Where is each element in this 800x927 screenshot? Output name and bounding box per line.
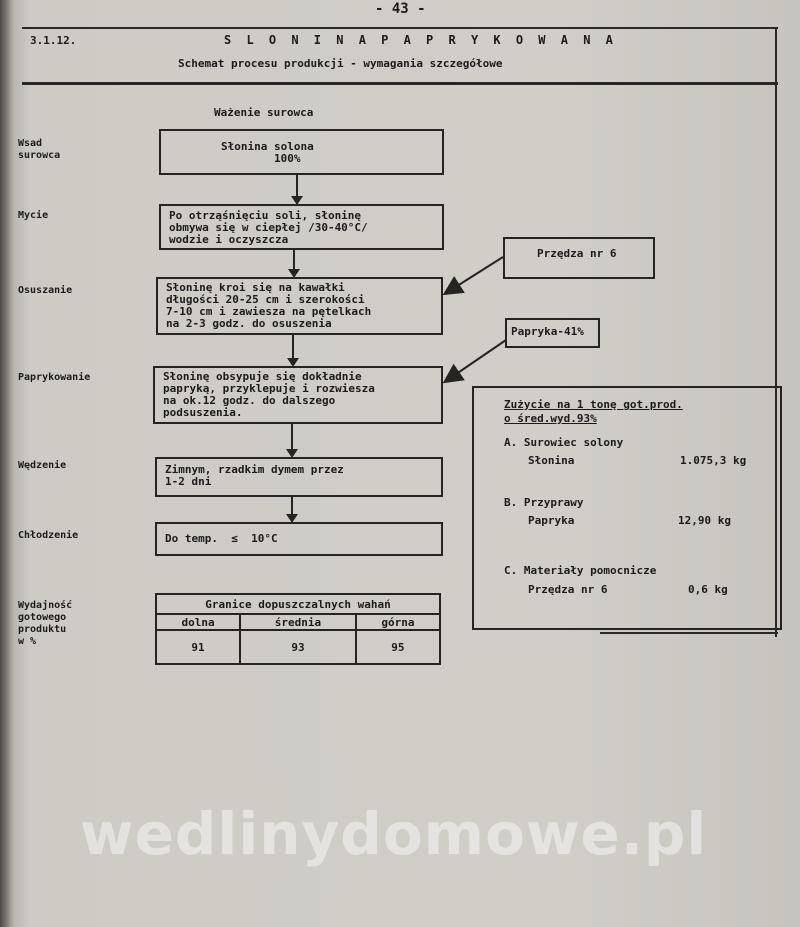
process-box-paprykowanie: Słoninę obsypuje się dokładnie papryką, przyklepuje i rozwiesza na ok.12 godz. do dalszego podsuszenia.: [153, 366, 443, 424]
step-label-osuszanie: Osuszanie: [18, 285, 73, 296]
arrow-przedza-to-osuszanie: [446, 257, 503, 293]
step-label-chlodzenie: Chłodzenie: [18, 530, 79, 541]
page-number: - 43 -: [375, 1, 426, 17]
process-box-chlodzenie: Do temp. ≤ 10°C: [155, 522, 443, 556]
side-input-przedza: Przędza nr 6: [503, 237, 655, 279]
step-label-wsad-line1: Wsad: [18, 138, 43, 149]
step-label-wsad-line2: surowca: [18, 150, 61, 161]
process-box-slonina: Słonina solona 100%: [159, 129, 444, 175]
step-label-wydajnosc-line3: produktu: [18, 624, 67, 635]
usage-b-value: 12,90 kg: [678, 514, 731, 527]
process-box-mycie: Po otrząśnięciu soli, słoninę obmywa się w ciepłej /30-40°C/ wodzie i oczyszcza: [159, 204, 444, 250]
usage-a-label: A. Surowiec solony: [504, 436, 624, 449]
document-subtitle: Schemat procesu produkcji - wymagania szczegółowe: [178, 57, 503, 70]
step-label-wydajnosc-line2: gotowego: [18, 612, 67, 623]
side-input-papryka: Papryka-41%: [505, 318, 600, 348]
step-label-wydajnosc-line1: Wydajność: [18, 600, 73, 611]
section-code: 3.1.12.: [30, 34, 77, 47]
step-label-wydajnosc-line4: w %: [18, 636, 37, 647]
usage-a-item: Słonina: [528, 454, 575, 467]
yield-value-srednia: 93: [240, 630, 356, 664]
usage-box: [472, 386, 782, 630]
yield-value-gorna: 95: [356, 630, 440, 664]
arrow-papryka-to-paprykowanie: [446, 340, 506, 381]
step-label-wedzenie: Wędzenie: [18, 460, 67, 471]
usage-a-value: 1.075,3 kg: [680, 454, 747, 467]
step-label-mycie: Mycie: [18, 210, 49, 221]
usage-b-item: Papryka: [528, 514, 575, 527]
usage-c-value: 0,6 kg: [688, 583, 728, 596]
process-box-osuszanie: Słoninę kroi się na kawałki długości 20-25 cm i szerokości 7-10 cm i zawiesza na pętelkach na 2-3 godz. do osuszenia: [156, 277, 443, 335]
step-label-paprykowanie: Paprykowanie: [18, 372, 91, 383]
yield-table-header: Granice dopuszczalnych wahań: [156, 594, 440, 614]
yield-table: [155, 593, 441, 665]
weighing-label: Ważenie surowca: [214, 106, 314, 119]
process-box-wedzenie: Zimnym, rzadkim dymem przez 1-2 dni: [155, 457, 443, 497]
usage-b-label: B. Przyprawy: [504, 496, 584, 509]
watermark: wedlinydomowe.pl: [80, 800, 708, 868]
yield-col-dolna: dolna: [156, 614, 240, 630]
usage-title-line1: Zużycie na 1 tonę got.prod.: [504, 398, 683, 411]
usage-c-label: C. Materiały pomocnicze: [504, 564, 657, 577]
yield-value-dolna: 91: [156, 630, 240, 664]
yield-col-gorna: górna: [356, 614, 440, 630]
document-title: S L O N I N A P A P R Y K O W A N A: [224, 33, 617, 47]
usage-title-line2: o śred.wyd.93%: [504, 412, 597, 425]
usage-c-item: Przędza nr 6: [528, 583, 608, 596]
yield-col-srednia: średnia: [240, 614, 356, 630]
